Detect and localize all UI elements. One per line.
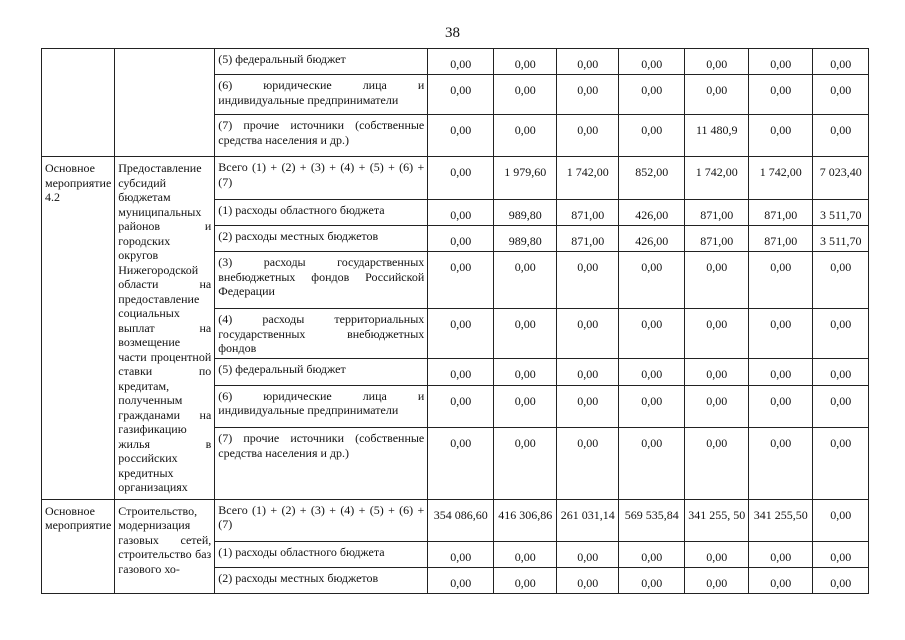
value-cell: 0,00 <box>749 541 813 567</box>
value-cell: 0,00 <box>494 428 557 499</box>
value-cell: 0,00 <box>494 252 557 309</box>
source-cell: (7) прочие источники (собственные средства населения и др.) <box>215 428 428 499</box>
value-cell: 0,00 <box>428 157 494 200</box>
value-cell: 341 255, 50 <box>685 499 749 541</box>
value-cell: 0,00 <box>428 115 494 157</box>
source-cell: (1) расходы областного бюджета <box>215 199 428 225</box>
value-cell: 0,00 <box>494 359 557 385</box>
activity-description: Строительство, модернизация газовых сетей, строительство баз газового хо- <box>115 499 215 593</box>
value-cell: 3 511,70 <box>813 199 869 225</box>
value-cell: 0,00 <box>749 75 813 115</box>
value-cell: 426,00 <box>619 199 685 225</box>
value-cell: 0,00 <box>494 567 557 593</box>
value-cell: 0,00 <box>428 225 494 251</box>
value-cell: 0,00 <box>813 252 869 309</box>
source-cell: (3) расходы государственных внебюджетных фондов Российской Федерации <box>215 252 428 309</box>
value-cell: 0,00 <box>428 428 494 499</box>
value-cell: 0,00 <box>619 115 685 157</box>
source-cell: (5) федеральный бюджет <box>215 49 428 75</box>
value-cell: 0,00 <box>557 115 619 157</box>
value-cell: 0,00 <box>813 428 869 499</box>
value-cell: 1 742,00 <box>749 157 813 200</box>
value-cell: 852,00 <box>619 157 685 200</box>
value-cell: 0,00 <box>619 428 685 499</box>
source-cell: (6) юридические лица и индивидуальные предприниматели <box>215 385 428 428</box>
value-cell: 0,00 <box>494 75 557 115</box>
value-cell: 0,00 <box>813 385 869 428</box>
value-cell: 871,00 <box>685 199 749 225</box>
source-cell: (7) прочие источники (собственные средства населения и др.) <box>215 115 428 157</box>
source-cell: Всего (1) + (2) + (3) + (4) + (5) + (6) + (7) <box>215 499 428 541</box>
value-cell: 0,00 <box>557 75 619 115</box>
value-cell: 0,00 <box>813 567 869 593</box>
value-cell: 0,00 <box>685 385 749 428</box>
value-cell: 11 480,9 <box>685 115 749 157</box>
page-number: 38 <box>445 25 460 41</box>
value-cell: 0,00 <box>557 567 619 593</box>
value-cell: 0,00 <box>813 541 869 567</box>
value-cell: 0,00 <box>428 199 494 225</box>
value-cell: 0,00 <box>494 541 557 567</box>
value-cell: 3 511,70 <box>813 225 869 251</box>
activity-label: Основное мероприятие <box>42 499 115 593</box>
value-cell: 0,00 <box>557 428 619 499</box>
value-cell: 0,00 <box>557 385 619 428</box>
table-row <box>42 49 869 75</box>
budget-table <box>41 48 869 594</box>
value-cell: 871,00 <box>557 225 619 251</box>
activity-label: Основное мероприятие 4.2 <box>42 157 115 500</box>
value-cell: 0,00 <box>813 359 869 385</box>
value-cell: 416 306,86 <box>494 499 557 541</box>
value-cell: 261 031,14 <box>557 499 619 541</box>
value-cell: 0,00 <box>619 567 685 593</box>
value-cell: 0,00 <box>557 541 619 567</box>
value-cell: 0,00 <box>428 385 494 428</box>
table-row <box>42 499 869 541</box>
source-cell: (6) юридические лица и индивидуальные предприниматели <box>215 75 428 115</box>
value-cell: 0,00 <box>685 49 749 75</box>
value-cell: 7 023,40 <box>813 157 869 200</box>
value-cell: 871,00 <box>685 225 749 251</box>
value-cell: 0,00 <box>685 541 749 567</box>
value-cell: 0,00 <box>749 385 813 428</box>
value-cell: 871,00 <box>557 199 619 225</box>
value-cell: 0,00 <box>749 309 813 359</box>
value-cell: 0,00 <box>685 252 749 309</box>
activity-description: Предоставление субсидий бюджетам муниципальных районов и городских округов Нижегородской области на предоставление социальных выплат на возмещение части процентной ставки по кредитам, полученным гражданами на газификацию жилья в российских кредитных организациях <box>115 157 215 500</box>
value-cell: 1 979,60 <box>494 157 557 200</box>
value-cell: 0,00 <box>619 359 685 385</box>
value-cell: 1 742,00 <box>557 157 619 200</box>
value-cell: 0,00 <box>813 115 869 157</box>
value-cell: 0,00 <box>685 428 749 499</box>
value-cell: 0,00 <box>557 309 619 359</box>
value-cell: 0,00 <box>749 49 813 75</box>
value-cell: 0,00 <box>749 252 813 309</box>
value-cell: 0,00 <box>685 567 749 593</box>
value-cell: 0,00 <box>428 75 494 115</box>
value-cell: 0,00 <box>428 309 494 359</box>
table-row <box>42 157 869 200</box>
value-cell: 0,00 <box>619 252 685 309</box>
value-cell: 1 742,00 <box>685 157 749 200</box>
value-cell: 341 255,50 <box>749 499 813 541</box>
value-cell: 0,00 <box>428 567 494 593</box>
source-cell: (2) расходы местных бюджетов <box>215 225 428 251</box>
value-cell: 0,00 <box>685 309 749 359</box>
source-cell: (1) расходы областного бюджета <box>215 541 428 567</box>
value-cell: 0,00 <box>619 385 685 428</box>
source-cell: (2) расходы местных бюджетов <box>215 567 428 593</box>
value-cell: 426,00 <box>619 225 685 251</box>
value-cell: 0,00 <box>619 49 685 75</box>
value-cell: 871,00 <box>749 225 813 251</box>
value-cell: 0,00 <box>494 115 557 157</box>
value-cell: 0,00 <box>428 49 494 75</box>
value-cell: 354 086,60 <box>428 499 494 541</box>
value-cell: 0,00 <box>749 567 813 593</box>
value-cell: 0,00 <box>557 49 619 75</box>
value-cell: 0,00 <box>813 309 869 359</box>
source-cell: (4) расходы территориальных государственных внебюджетных фондов <box>215 309 428 359</box>
value-cell: 0,00 <box>557 252 619 309</box>
value-cell: 0,00 <box>494 385 557 428</box>
value-cell: 0,00 <box>749 115 813 157</box>
source-cell: (5) федеральный бюджет <box>215 359 428 385</box>
value-cell: 989,80 <box>494 225 557 251</box>
value-cell: 0,00 <box>428 252 494 309</box>
source-cell: Всего (1) + (2) + (3) + (4) + (5) + (6) + (7) <box>215 157 428 200</box>
value-cell: 0,00 <box>428 359 494 385</box>
empty-label-cell <box>42 49 115 157</box>
empty-desc-cell <box>115 49 215 157</box>
value-cell: 0,00 <box>749 428 813 499</box>
value-cell: 0,00 <box>619 541 685 567</box>
value-cell: 0,00 <box>494 49 557 75</box>
value-cell: 0,00 <box>428 541 494 567</box>
value-cell: 0,00 <box>685 359 749 385</box>
value-cell: 569 535,84 <box>619 499 685 541</box>
value-cell: 0,00 <box>813 499 869 541</box>
value-cell: 0,00 <box>813 49 869 75</box>
value-cell: 0,00 <box>494 309 557 359</box>
value-cell: 0,00 <box>619 309 685 359</box>
value-cell: 0,00 <box>813 75 869 115</box>
value-cell: 0,00 <box>685 75 749 115</box>
value-cell: 0,00 <box>557 359 619 385</box>
value-cell: 989,80 <box>494 199 557 225</box>
value-cell: 0,00 <box>619 75 685 115</box>
value-cell: 871,00 <box>749 199 813 225</box>
value-cell: 0,00 <box>749 359 813 385</box>
